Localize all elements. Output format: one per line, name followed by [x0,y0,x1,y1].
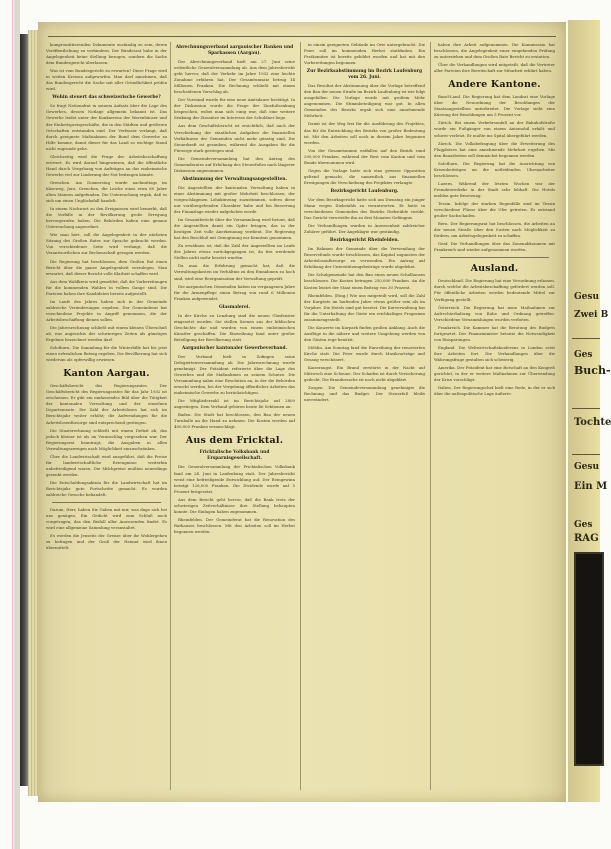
article-heading: Zur Bezirksabstimmung im Bezirk Laufenburg vom 26. Juni. [306,69,423,81]
adjacent-page-fragment: RAG [574,533,599,544]
article-paragraph: Da man die Erfahrung gemacht hat, daß die Verwaltungskosten im Verhältnis zu den Einnahmen zu hoch sind, wird eine Reorganisation der Verwaltung geprüft. [174,263,295,281]
article-heading: Glasmalerei. [219,304,250,310]
article-paragraph: Aus dem Bericht geht hervor, daß die Bank trotz der schwierigen Zeitverhältnisse ihre Stellung behaupten konnte. Die Einlagen haben zugenommen. [174,496,295,514]
article-paragraph: Die Staatsrechnung schließt mit einem Defizit ab, das jedoch kleiner ist als im Voranschlag vorgesehen war. Der Regierungsrat beantragt, die Ausgaben in allen Verwaltungszweigen nach Möglichkeit einzuschränken. [46,427,167,451]
article-paragraph: Das Resultat der Abstimmung über die Vorlage betreffend den Bau der neuen Straße im Bezirk Laufenburg ist wie folgt ausgefallen: Die Vorlage wurde mit großem Mehr angenommen. Die Stimmbeteiligung war gut. In allen Gemeinden des Bezirks ergab sich eine annehmende Mehrheit. [304,83,425,119]
article-paragraph: Die Jahresrechnung schließt mit einem kleinen Überschuß ab, was angesichts der schwierigen Zeiten als günstiges Ergebnis bezeichnet werden darf. [46,324,167,343]
article-paragraph: Zuzgen. Die Gemeindeversammlung genehmigte die Rechnung und das Budget. Der Steuerfuß bleibt unverändert. [304,385,425,403]
article-paragraph: Die Generalversammlung der Fricktalischen Volksbank fand am 24. Juni in Laufenburg statt. Der Jahresbericht weist eine befriedigende Entwicklung auf. Der Reingewinn beträgt 126,000 Franken. Die Dividende wurde auf 5 Prozent festgesetzt. [174,464,295,494]
article-paragraph: Die Konzerte im Kurpark finden großen Anklang. Auch die Ausflüge in die nähere und weitere Umgebung werden von den Gästen rege benützt. [304,324,425,342]
article-paragraph: Im Rahmen der Gemeinde über die Verwendung der Reservefonds wurde beschlossen, das Kapital zugunsten der Arbeitslosenfürsorge zu verwenden. Ein Antrag auf Erhöhung der Unterstützungsbeiträge wurde abgelehnt. [304,246,425,270]
article-paragraph: Damit ist der Weg frei für die Ausführung des Projektes, das für die Entwicklung des Bezirks von großer Bedeutung ist. Mit den Arbeiten soll noch in diesem Jahre begonnen werden. [304,121,425,145]
article-paragraph: Grenchen. Am Donnerstag wurde nachmittags im Käseweg, Jura, Grenchen, die Leiche eines etwa 60 Jahre alten Mannes aufgefunden. Die Untersuchung ergab, daß es sich um einen Unglücksfall handelt. [46,179,167,204]
article-paragraph: Solothurn. Die Regierung hat die Ausrichtung von Krisenbeiträgen an die notleidenden Uhrenarbeiter beschlossen. [434,160,555,178]
article-paragraph: Aus dem Wahlkreis wird gemeldet, daß die Vorbereitungen für die kommenden Wahlen in vollem Gange sind. Die Parteien haben ihre Kandidaten bereits aufgestellt. [46,278,167,296]
article-paragraph: Geschäftsbericht des Regierungsrates. Der Geschäftsbericht des Regierungsrates für das Jahr 1932 ist erschienen. Er gibt ein umfassendes Bild über die Tätigkeit der kantonalen Verwaltung und der einzelnen Departemente. Die Zahl der Arbeitslosen hat sich im Berichtsjahr weiter erhöht; die Aufwendungen für die Arbeitslosenfürsorge sind entsprechend gestiegen. [46,383,167,425]
article-paragraph: Die Schulgemeinde hat den Bau eines neuen Schulhauses beschlossen. Die Kosten betragen 250,000 Franken. An die Kosten leistet der Staat einen Beitrag von 30 Prozent. [304,272,425,290]
article-paragraph: Österreich. Die Regierung hat neue Maßnahmen zur Aufrechterhaltung von Ruhe und Ordnung getroffen. Verschiedene Versammlungen wurden verboten. [434,304,555,322]
article-paragraph: kompromittierenden Dokumente zuständig zu sein, deren Veröffentlichung zu verhindern. Der Bundesrat habe in der Angelegenheit keine Stellung bezogen, sondern die Sache dem Bundesgericht überlassen. [46,42,167,66]
article-paragraph: Zürich. Bei einem Verkehrsunfall an der Bahnhofstraße wurde ein Fußgänger von einem Automobil erfaßt und schwer verletzt. Er mußte ins Spital übergeführt werden. [434,120,555,138]
article-paragraph: So fragt Nationalrat in seinem Aufsatz über die Lage des Gewerbes, dessen Notlage allgemein bekannt ist. Das Gewerbe leidet unter der Konkurrenz der Warenhäuser und der Einheitspreisgeschäfte, die in den Städten und größeren Ortschaften entstanden sind. Der Verfasser verlangt, daß durch geeignete Maßnahmen der Bund dem Gewerbe zu Hilfe komme, damit dieser für das Land so wichtige Stand nicht zugrunde gehe. [46,103,167,151]
article-heading: Bezirksgericht Rheinfelden. [329,238,400,244]
section-rule [440,257,549,258]
adjacent-page-rule [572,454,600,455]
article-heading: Fricktalische Volksbank und Ersparnisgesellschaft. [199,450,270,462]
article-paragraph: Die Regierung hat beschlossen, dem Großen Rat einen Bericht über die ganze Angelegenheit vorzulegen. Man erwartet, daß dieser Bericht volle Klarheit schaffen wird. [46,258,167,276]
article-paragraph: Darum, Herr, haben Sie Gaben mit mir, was dage sich bei uns genügen. Ein Gedicht wird zum Schluß noch vorgetragen, das den Beifall aller Anwesenden findet. Es wird eine allgemeine Sammlung veranstaltet. [46,507,167,531]
article-paragraph: Zu erwähnen ist, daß die Zahl der Angestellten im Laufe des Jahres etwas zurückgegangen ist, da frei werdende Stellen nicht mehr besetzt wurden. [174,243,295,261]
article-paragraph: Amerika. Der Präsident hat eine Botschaft an den Kongreß gerichtet, in der er weitere Maßnahmen zur Überwindung der Krise vorschlägt. [434,364,555,383]
article-paragraph: Was ist vom Bundesgericht zu erwarten? Diese Frage wird in weiten Kreisen aufgeworfen. Man darf annehmen, daß das Bundesgericht die Sache mit aller Gründlichkeit prüfen wird. [46,68,167,92]
article-paragraph: Aus dem Geschäftsbericht ist ersichtlich, daß nach der Verschiebung der staatlichen Aufgaben die finanziellen Verhältnisse der Gemeinden nicht mehr günstig sind. Die Steuerkraft ist gesunken, während die Ausgaben für die Fürsorge stark gestiegen sind. [174,123,295,153]
article-paragraph: Über die Verhandlungen wird mitgeteilt, daß die Vertreter aller Parteien ihre Bereitschaft zur Mitarbeit erklärt haben. [434,62,555,74]
article-heading: Wohin steuert das schweizerische Gewerbe? [52,95,161,101]
article-paragraph: in einem geeigneten Gebäude im Orte untergebracht. Die Feier soll im kommenden Herbst stattfinden. Ein Festkomitee ist bereits gebildet worden und hat mit den Vorbereitungen begonnen. [304,42,425,66]
column-2 [174,42,295,790]
column-divider [430,42,431,790]
article-paragraph: Gegen die Vorlage hatte sich eine gewisse Opposition geltend gemacht, die namentlich aus finanziellen Erwägungen die Verschiebung des Projektes verlangte. [304,167,425,185]
article-paragraph: In der Kirche zu Lenzburg sind die neuen Glasfenster eingesetzt worden. Sie stellen Szenen aus der biblischen Geschichte dar und wurden von einem einheimischen Künstler geschaffen. Die Einweihung fand unter großer Beteiligung der Bevölkerung statt. [174,312,295,342]
article-paragraph: Tessin. Infolge der starken Regenfälle sind im Tessin verschiedene Flüsse über die Ufer getreten. Es entstand großer Sachschaden. [434,200,555,219]
article-paragraph: Frankreich. Die Kammer hat die Beratung des Budgets fortgesetzt. Der Finanzminister betonte die Notwendigkeit von Einsparungen. [434,324,555,342]
article-heading: Abrechnungsverband aargauischer Banken und Sparkassen (Aargau). [175,45,294,56]
adjacent-page-fragment: Ein M [574,481,608,492]
adjacent-page-fragment: Zwei B [574,310,609,320]
article-paragraph: Baden. Die Stadt hat beschlossen, den Bau der neuen Turnhalle an die Hand zu nehmen. Die Kosten werden auf 400,000 Franken veranschlagt. [174,412,295,430]
section-heading: Aus dem Fricktal. [185,435,284,447]
section-heading: Kanton Aargau. [63,368,150,380]
adjacent-page-fragment: Ges [574,350,593,360]
column-3 [304,42,425,790]
article-paragraph: Genf. Die Verhandlungen über das Zonenabkommen mit Frankreich sind wieder aufgenommen worden. [434,241,555,253]
article-paragraph: Rheinfelden. Der Gemeinderat hat die Renovation des Rathauses beschlossen. Mit den Arbeiten soll im Herbst begonnen werden. [174,516,295,534]
article-paragraph: Der Abrechnungsverband hielt am 27. Juni seine ordentliche Generalversammlung ab. Aus dem Jahresbericht geht hervor, daß der Verkehr im Jahre 1932 eine leichte Zunahme erfahren hat. Der Gesamtumsatz betrug 14 Millionen Franken. Die Rechnung schließt mit einem bescheidenen Vorschlag ab. [174,59,295,95]
article-paragraph: Im Laufe des Jahres haben sich in der Gemeinde zahlreiche Veränderungen ergeben. Der Gemeinderat hat verschiedene Projekte in Angriff genommen, die der Arbeitsbeschaffung dienen sollen. [46,298,167,322]
column-divider [170,42,171,790]
article-paragraph: Der Verband hielt in Zofingen seine Delegiertenversammlung ab. Die Jahresrechnung wurde genehmigt. Der Präsident referierte über die Lage des Gewerbes und die Maßnahmen zu seinem Schutze. Die Versammlung nahm eine Resolution an, in der die Behörden ersucht werden, bei der Vergebung öffentlicher Arbeiten das einheimische Gewerbe zu berücksichtigen. [174,353,295,396]
adjacent-page-fragment: Gesu [574,462,600,472]
adjacent-page-fragment: Tochte [574,417,611,428]
adjacent-page-fragment: Gesu [574,292,600,302]
section-rule [52,502,161,503]
column-divider [300,42,301,790]
article-paragraph: Gleichzeitig wird die Frage der Arbeitsbeschaffung erörtert. Es wird darauf hingewiesen, daß die öffentliche Hand durch Vergebung von Aufträgen an das einheimische Gewerbe viel zur Linderung der Not beitragen könnte. [46,153,167,177]
adjacent-page-edge [568,20,611,802]
article-paragraph: Italien. Der Regierungschef hielt eine Rede, in der er sich über die außenpolitische Lage äußerte. [434,385,555,397]
article-paragraph: Die Mitgliederzahl ist im Berichtsjahr auf 2800 angestiegen. Dem Verband gehören heute 46 Sektionen an. [174,398,295,410]
adjacent-page-rule [572,408,600,409]
article-paragraph: Wie man hört, soll die Angelegenheit in der nächsten Sitzung des Großen Rates zur Sprache gebracht werden. Von verschiedener Seite wird verlangt, daß die Verantwortlichen zur Rechenschaft gezogen werden. [46,232,167,256]
article-paragraph: Zürich. Die Volksbefragung über die Erweiterung des Flugplatzes hat eine annehmende Mehrheit ergeben. Mit den Bauarbeiten soll demnächst begonnen werden. [434,140,555,158]
article-paragraph: Luzern. Während der letzten Wochen war der Fremdenverkehr in der Stadt sehr lebhaft. Die Hotels melden gute Besetzung. [434,180,555,198]
article-paragraph: Die Verhandlungen wurden in Anwesenheit zahlreicher Zuhörer geführt. Der Angeklagte war geständig. [304,223,425,235]
article-paragraph: Rheinfelden. (Eing.) Wie uns mitgeteilt wird, soll die Zahl der Kurgäste im laufenden Jahre etwas größer sein als im Vorjahre. Die Hotels sind gut besetzt. Die Kurverwaltung hat für die Unterhaltung der Gäste ein reichhaltiges Programm zusammengestellt. [304,292,425,322]
black-ad-box [574,552,604,766]
scan-edge-line [12,0,13,849]
article-paragraph: England. Die Weltwirtschaftskonferenz in London setzt ihre Arbeiten fort. Die Verhandlungen über die Währungsfrage gestalten sich schwierig. [434,344,555,362]
newspaper-page [38,22,566,802]
article-paragraph: Es werden die Jenseits der Grenze über ihr Wohlergehen zu befragen und der Gruß der Heimat wird ihnen übermittelt. [46,533,167,551]
article-paragraph: In einem Nachwort zu den Ereignissen wird bemerkt, daß die Vorfälle in der Bevölkerung große Erregung hervorgerufen haben. Die Behörden haben eine genaue Untersuchung angeordnet. [46,206,167,230]
article-paragraph: Im Gesamtbericht über die Versammlung wird betont, daß die Angestellten damit ein Opfer bringen, das in der heutigen Zeit volle Anerkennung verdient. Die Regierung hat den Beschluß mit Genugtuung zur Kenntnis genommen. [174,217,295,241]
article-paragraph: Die Entschuldungsaktion für die Landwirtschaft hat im Berichtsjahr gute Fortschritte gemacht. Es wurden zahlreiche Gesuche behandelt. [46,479,167,498]
article-heading: Abstimmung der Verwaltungsangestellten. [181,176,288,182]
article-paragraph: Von der Gesamtsumme entfallen auf den Bezirk rund 200,000 Franken, während der Rest vom Kanton und vom Bunde übernommen wird. [304,147,425,165]
article-paragraph: Über die Landwirtschaft wird ausgeführt, daß die Preise für landwirtschaftliche Erzeugnisse weiterhin unbefriedigend waren. Die Milchpreise mußten neuerdings gesenkt werden. [46,453,167,477]
article-paragraph: Vor dem Bezirksgericht hatte sich am Dienstag ein junger Mann wegen Diebstahls zu verantworten. Er hatte in verschiedenen Gemeinden des Bezirks Diebstähle verübt. Das Gericht verurteilte ihn zu drei Monaten Gefängnis. [304,196,425,221]
header-rule [48,36,556,37]
article-heading: Bezirksgericht Laufenburg. [330,188,399,194]
adjacent-page-fragment: Buch- [574,364,611,377]
article-paragraph: Solothurn. Die Sammlung für die Winterhilfe hat bis jetzt einen erfreulichen Betrag ergeben. Die Bevölkerung hat sich wiederum als opferwillig erwiesen. [46,345,167,363]
article-paragraph: Deutschland. Die Regierung hat eine Verordnung erlassen, durch welche die Arbeitsbeschaffung gefördert werden soll. Für öffentliche Arbeiten werden bedeutende Mittel zur Verfügung gestellt. [434,278,555,302]
adjacent-page-rule [572,338,600,339]
adjacent-page-fragment: Ges [574,520,593,530]
article-paragraph: Bern. Der Regierungsrat hat beschlossen, die Arbeiten an der neuen Straße über den Susten nach Möglichkeit zu fördern, um Arbeitsgelegenheit zu schaffen. [434,221,555,239]
article-paragraph: Möhlin. Am Sonntag fand die Einweihung der renovierten Kirche statt. Die Feier wurde durch Musikvorträge und Gesang verschönert. [304,344,425,363]
section-heading: Ausland. [470,263,519,275]
article-paragraph: Kaiseraugst. Ein Brand zerstörte in der Nacht auf Mittwoch eine Scheune. Der Schaden ist durch Versicherung gedeckt. Die Brandursache ist noch nicht abgeklärt. [304,365,425,383]
article-paragraph: Die Gemeindeversammlung hat den Antrag des Gemeinderates auf Erhöhung des Steuerfußes nach längerer Diskussion angenommen. [174,155,295,173]
article-paragraph: Der Vorstand wurde für eine neue Amtsdauer bestätigt. In der Diskussion wurde die Frage der Zinsfußsenkung besprochen, wobei man sich einig war, daß eine weitere Senkung der Zinssätze im Interesse der Schuldner liege. [174,97,295,121]
section-heading: Andere Kantone. [448,79,541,91]
article-paragraph: Die Angestellten der kantonalen Verwaltung haben in einer Abstimmung mit großer Mehrheit beschlossen, der vorgeschlagenen Lohnkürzung zuzustimmen, sofern diese nur vorübergehenden Charakter habe und bei Besserung der Finanzlage wieder aufgehoben werde. [174,184,295,215]
article-paragraph: Basel-Land. Die Regierung hat dem Landrat eine Vorlage über die Neuordnung der Besoldungen der Staatsangestellten unterbreitet. Die Vorlage sieht eine Kürzung der Besoldungen um 5 Prozent vor. [434,94,555,118]
article-heading: Aargauischer kantonaler Gewerbeverband. [181,345,288,351]
article-paragraph: Die aargauischen Gemeinden haben im vergangenen Jahre für die Armenpflege einen Betrag von rund 6 Millionen Franken aufgewendet. [174,283,295,301]
article-paragraph: haben ihre Arbeit aufgenommen. Die Kommission hat beschlossen, die Angelegenheit einer eingehenden Prüfung zu unterziehen und dem Großen Rate Bericht zu erstatten. [434,42,555,60]
column-1 [46,42,167,790]
column-4 [434,42,555,790]
